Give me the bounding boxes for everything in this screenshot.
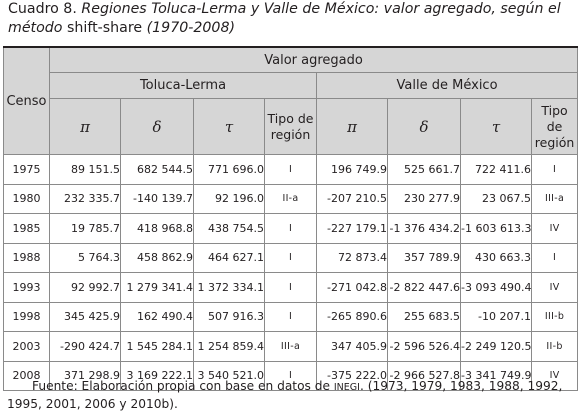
header-valle-de-mexico: Valle de México [317,73,578,99]
cell-tau: 92 196.0 [194,184,265,214]
cell-tipo-region: I [265,155,317,185]
cell-year: 1993 [4,273,50,303]
cell-delta: -2 966 527.8 [388,361,461,391]
cell-pi: -265 890.6 [317,302,388,332]
cell-delta: 3 169 222.1 [121,361,194,391]
table-row [4,302,578,332]
cell-pi: -227 179.1 [317,214,388,244]
cell-delta: 1 545 284.1 [121,332,194,362]
header-col-tipo-region: Tipo de región [265,99,317,155]
cell-year: 2003 [4,332,50,362]
cell-delta: -2 822 447.6 [388,273,461,303]
cell-year: 1985 [4,214,50,244]
cell-tipo-region: III-b [532,302,578,332]
cell-delta: 458 862.9 [121,243,194,273]
cell-tau: 430 663.3 [461,243,532,273]
cell-delta: 162 490.4 [121,302,194,332]
cell-delta: -1 376 434.2 [388,214,461,244]
cell-pi: 347 405.9 [317,332,388,362]
cell-year: 1998 [4,302,50,332]
cell-tau: 507 916.3 [194,302,265,332]
cell-delta: 1 279 341.4 [121,273,194,303]
source-text: Fuente: Elaboración propia con base en datos de [32,379,330,393]
cell-tau: -10 207.1 [461,302,532,332]
cell-tipo-region: I [532,243,578,273]
cell-delta: 418 968.8 [121,214,194,244]
cell-tipo-region: I [265,302,317,332]
cell-tipo-region: I [265,243,317,273]
cell-tipo-region: II-a [265,184,317,214]
cell-delta: 255 683.5 [388,302,461,332]
cell-pi: 345 425.9 [50,302,121,332]
cell-year: 2008 [4,361,50,391]
cell-delta: 230 277.9 [388,184,461,214]
header-col-tipo-region: Tipo de región [532,99,578,155]
cell-tipo-region: II-b [532,332,578,362]
cell-tau: -3 341 749.9 [461,361,532,391]
header-col-delta: δ [121,99,194,155]
table-row [4,243,578,273]
source-note [7,378,577,413]
cell-tau: 1 254 859.4 [194,332,265,362]
cell-tau: 464 627.1 [194,243,265,273]
cell-delta: 357 789.9 [388,243,461,273]
cell-delta: -140 139.7 [121,184,194,214]
cell-tau: -1 603 613.3 [461,214,532,244]
table-row [4,273,578,303]
cell-pi: 92 992.7 [50,273,121,303]
table-row [4,155,578,185]
header-valor-agregado: Valor agregado [50,47,578,73]
table-row [4,214,578,244]
caption-title: Regiones Toluca-Lerma y Valle de México: valor agregado, según el método [8,1,561,36]
header-censo: Censo [4,47,50,155]
table-body [4,155,578,391]
table-row [4,184,578,214]
cell-tipo-region: I [265,273,317,303]
header-col-tau: τ [194,99,265,155]
cell-pi: 232 335.7 [50,184,121,214]
cell-pi: 19 785.7 [50,214,121,244]
header-col-pi: π [317,99,388,155]
cell-pi: -271 042.8 [317,273,388,303]
header-col-pi: π [50,99,121,155]
cell-pi: 89 151.5 [50,155,121,185]
cell-tipo-region: I [532,155,578,185]
cell-tau: 722 411.6 [461,155,532,185]
cell-year: 1988 [4,243,50,273]
cell-tau: 771 696.0 [194,155,265,185]
caption-period: (1970-2008) [146,20,236,36]
cell-pi: -207 210.5 [317,184,388,214]
cell-tau: 438 754.5 [194,214,265,244]
cell-pi: 5 764.3 [50,243,121,273]
cell-tau: 3 540 521.0 [194,361,265,391]
cell-tau: -2 249 120.5 [461,332,532,362]
cell-tipo-region: IV [532,214,578,244]
cell-year: 1975 [4,155,50,185]
header-col-tau: τ [461,99,532,155]
table-row [4,332,578,362]
cell-delta: 525 661.7 [388,155,461,185]
cell-tipo-region: I [265,214,317,244]
source-org: INEGI [333,382,360,393]
cell-tau: -3 093 490.4 [461,273,532,303]
cell-pi: 72 873.4 [317,243,388,273]
caption-method: shift-share [67,20,143,36]
cell-tau: 23 067.5 [461,184,532,214]
cell-pi: 196 749.9 [317,155,388,185]
table-caption [8,0,574,38]
cell-tipo-region: III-a [532,184,578,214]
cell-pi: -290 424.7 [50,332,121,362]
shift-share-table [3,46,578,391]
cell-delta: -2 596 526.4 [388,332,461,362]
cell-tipo-region: IV [532,273,578,303]
cell-tipo-region: I [265,361,317,391]
cell-delta: 682 544.5 [121,155,194,185]
caption-label: Cuadro 8. [8,1,77,17]
cell-tipo-region: IV [532,361,578,391]
source-years: . (1973, 1979, 1983, 1988, 1992, 1995, 2001, 2006 y 2010b). [7,379,563,411]
cell-pi: 371 298.9 [50,361,121,391]
header-toluca-lerma: Toluca-Lerma [50,73,317,99]
cell-pi: -375 222.0 [317,361,388,391]
cell-year: 1980 [4,184,50,214]
cell-tau: 1 372 334.1 [194,273,265,303]
header-col-delta: δ [388,99,461,155]
cell-tipo-region: III-a [265,332,317,362]
